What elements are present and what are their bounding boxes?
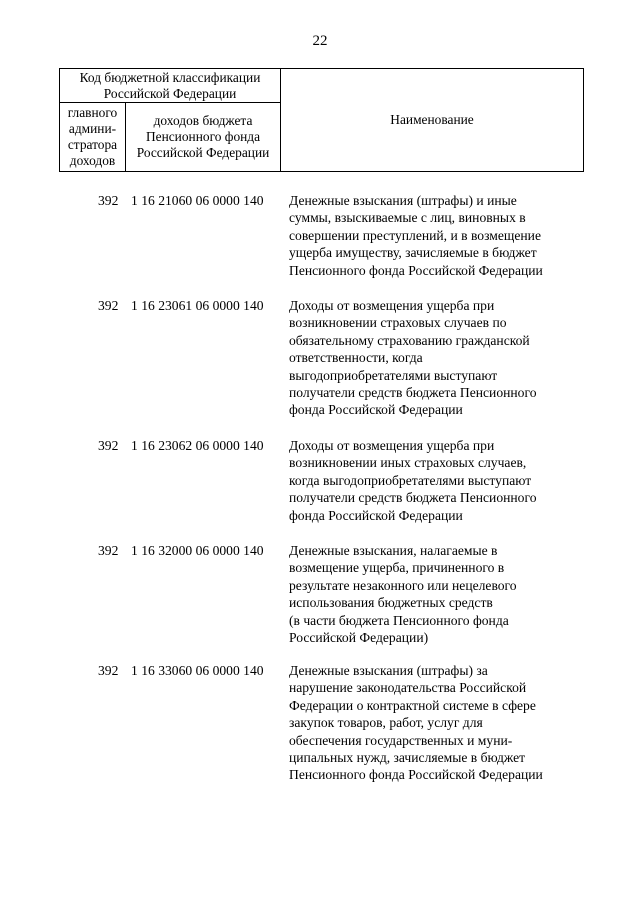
- revenue-column-header: доходов бюджета Пенсионного фонда Российской Федерации: [126, 103, 281, 172]
- revenue-name: Денежные взыскания, налагаемые в возмещение ущерба, причиненного в результате незаконного или нецелевого использования бюджетных средств (в части бюджета Пенсионного фонда Российской Федерации): [289, 543, 517, 646]
- admin-code: 392: [98, 438, 119, 453]
- name-column-header: Наименование: [281, 69, 584, 172]
- revenue-name: Денежные взыскания (штрафы) за нарушение законодательства Российской Федерации о контрактной системе в сфере закупок товаров, работ, услуг для обеспечения государственных и муни- ципальных нужд, зачисляемые в бюджет Пенсионного фонда Российской Федерации: [289, 663, 543, 783]
- admin-code: 392: [98, 663, 119, 678]
- budget-code: 1 16 23062 06 0000 140: [131, 438, 264, 453]
- classification-title: Код бюджетной классификации Российской Федерации: [60, 69, 281, 103]
- budget-code: 1 16 21060 06 0000 140: [131, 193, 264, 208]
- table-header: [59, 68, 584, 172]
- budget-code: 1 16 33060 06 0000 140: [131, 663, 264, 678]
- admin-code: 392: [98, 298, 119, 313]
- budget-code: 1 16 23061 06 0000 140: [131, 298, 264, 313]
- admin-column-header: главного админи-стратора доходов: [60, 103, 126, 172]
- budget-code: 1 16 32000 06 0000 140: [131, 543, 264, 558]
- page-number: 22: [312, 33, 328, 49]
- admin-code: 392: [98, 193, 119, 208]
- revenue-name: Доходы от возмещения ущерба при возникновении страховых случаев по обязательному страхованию гражданской ответственности, когда выгодоприобретателями выступают получатели средств бюджета Пенсионного фонда Российской Федерации: [289, 298, 537, 418]
- revenue-name: Денежные взыскания (штрафы) и иные суммы, взыскиваемые с лиц, виновных в совершении преступлений, и в возмещение ущерба имуществу, зачисляемые в бюджет Пенсионного фонда Российской Федерации: [289, 193, 543, 278]
- revenue-name: Доходы от возмещения ущерба при возникновении иных страховых случаев, когда выгодоприобретателями выступают получатели средств бюджета Пенсионного фонда Российской Федерации: [289, 438, 537, 523]
- admin-code: 392: [98, 543, 119, 558]
